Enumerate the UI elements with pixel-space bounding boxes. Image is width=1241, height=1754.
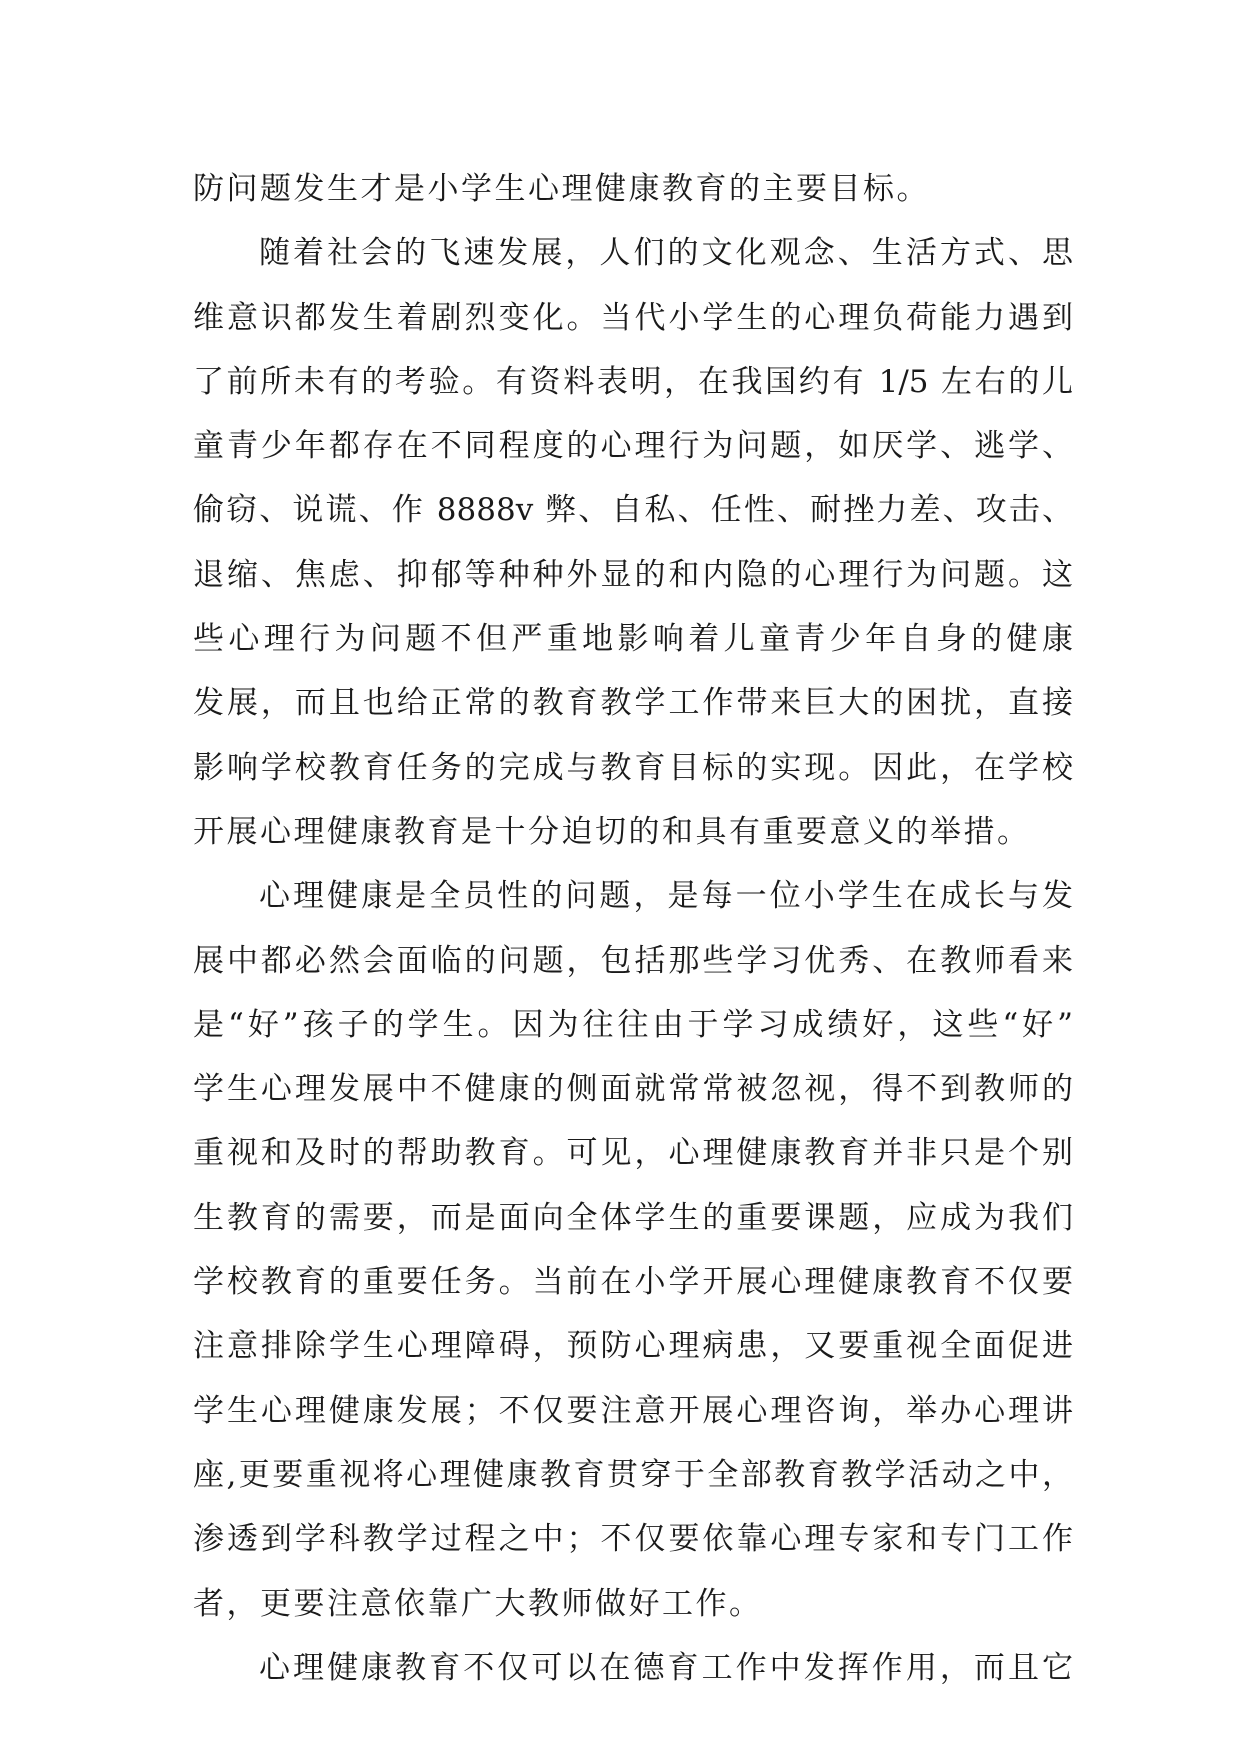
text-line: 退缩、焦虑、抑郁等种种外显的和内隐的心理行为问题。这	[193, 556, 1073, 593]
text-line: 了前所未有的考验。有资料表明，在我国约有 1/5 左右的儿	[193, 363, 1073, 400]
paragraph-first-line: 随着社会的飞速发展，人们的文化观念、生活方式、思	[259, 235, 1073, 272]
text-line: 防问题发生才是小学生心理健康教育的主要目标。	[193, 171, 930, 207]
text-line: 注意排除学生心理障碍，预防心理病患，又要重视全面促进	[193, 1328, 1073, 1365]
text-line: 发展，而且也给正常的教育教学工作带来巨大的困扰，直接	[193, 685, 1073, 722]
text-line: 生教育的需要，而是面向全体学生的重要课题，应成为我们	[193, 1199, 1073, 1236]
text-line: 展中都必然会面临的问题，包括那些学习优秀、在教师看来	[193, 942, 1073, 979]
paragraph-first-line: 心理健康是全员性的问题，是每一位小学生在成长与发	[259, 878, 1073, 915]
text-line: 座,更要重视将心理健康教育贯穿于全部教育教学活动之中，	[193, 1456, 1073, 1493]
text-line: 重视和及时的帮助教育。可见，心理健康教育并非只是个别	[193, 1135, 1073, 1172]
text-line: 偷窃、说谎、作 8888v 弊、自私、任性、耐挫力差、攻击、	[193, 492, 1073, 529]
text-line: 影响学校教育任务的完成与教育目标的实现。因此，在学校	[193, 749, 1073, 786]
text-line: 学生心理发展中不健康的侧面就常常被忽视，得不到教师的	[193, 1071, 1073, 1108]
text-line: 学校教育的重要任务。当前在小学开展心理健康教育不仅要	[193, 1264, 1073, 1301]
text-line: 者，更要注意依靠广大教师做好工作。	[193, 1585, 763, 1622]
text-line: 维意识都发生着剧烈变化。当代小学生的心理负荷能力遇到	[193, 299, 1073, 336]
text-line: 渗透到学科教学过程之中；不仅要依靠心理专家和专门工作	[193, 1521, 1073, 1558]
text-line: 是“好”孩子的学生。因为往往由于学习成绩好，这些“好”	[193, 1006, 1073, 1043]
document-body	[193, 157, 1073, 1700]
paragraph-first-line: 心理健康教育不仅可以在德育工作中发挥作用，而且它	[259, 1649, 1073, 1686]
text-line: 些心理行为问题不但严重地影响着儿童青少年自身的健康	[193, 621, 1073, 658]
text-line: 学生心理健康发展；不仅要注意开展心理咨询，举办心理讲	[193, 1392, 1073, 1429]
text-line: 开展心理健康教育是十分迫切的和具有重要意义的举措。	[193, 813, 1031, 850]
text-line: 童青少年都存在不同程度的心理行为问题，如厌学、逃学、	[193, 428, 1073, 465]
